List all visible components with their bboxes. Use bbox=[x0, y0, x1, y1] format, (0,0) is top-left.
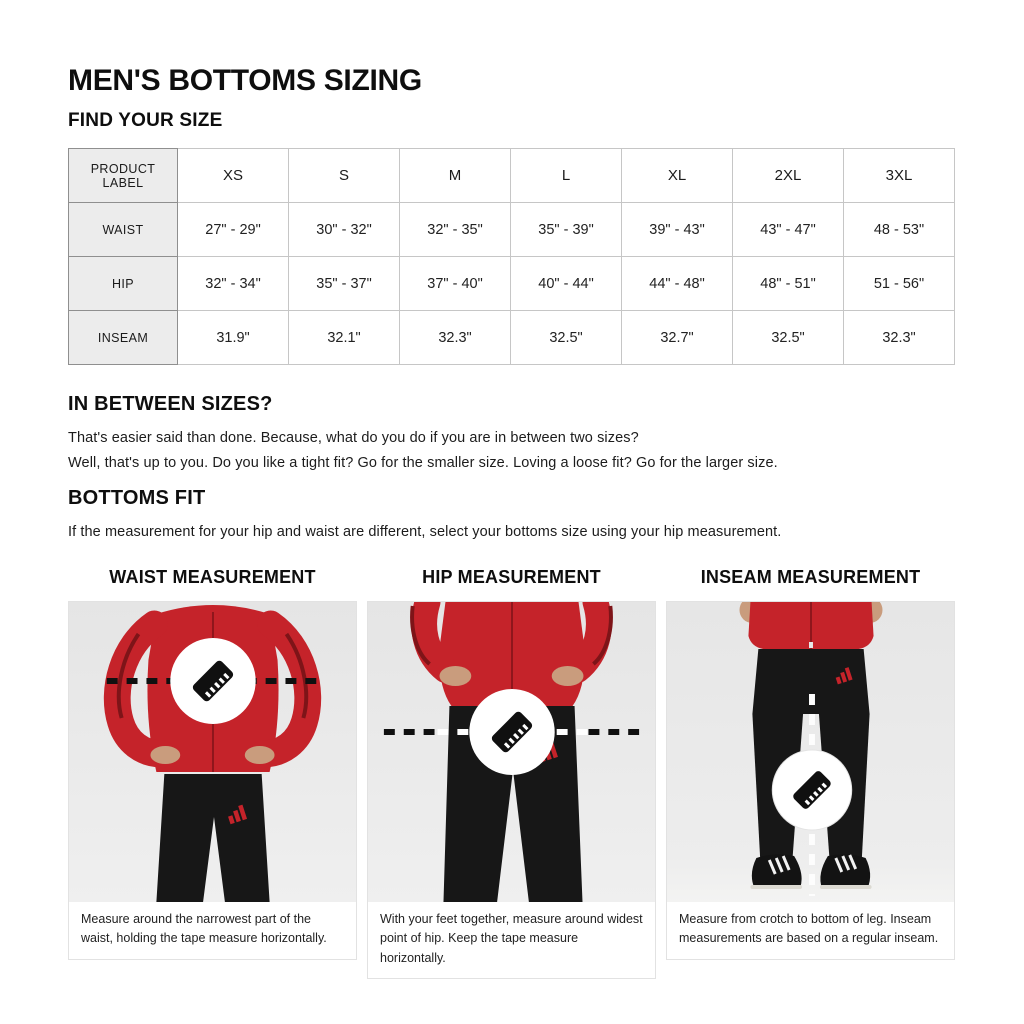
hip-value-l: 40" - 44" bbox=[511, 257, 622, 311]
size-table bbox=[68, 148, 955, 365]
size-col-header-m: M bbox=[400, 149, 511, 203]
inseam-value-l: 32.5" bbox=[511, 311, 622, 365]
hip-value-3xl: 51 - 56" bbox=[844, 257, 955, 311]
inseam-value-s: 32.1" bbox=[289, 311, 400, 365]
row-label-waist: WAIST bbox=[69, 203, 178, 257]
hip-value-m: 37" - 40" bbox=[400, 257, 511, 311]
row-label-hip: HIP bbox=[69, 257, 178, 311]
hip-measurement-photo bbox=[368, 602, 655, 902]
hip-value-2xl: 48" - 51" bbox=[733, 257, 844, 311]
inseam-value-xl: 32.7" bbox=[622, 311, 733, 365]
measurement-guides bbox=[68, 567, 955, 979]
waist-value-m: 32" - 35" bbox=[400, 203, 511, 257]
guide-heading-hip: HIP MEASUREMENT bbox=[422, 567, 601, 587]
guide-heading-waist: WAIST MEASUREMENT bbox=[109, 567, 316, 587]
guide-hip bbox=[367, 567, 656, 979]
guide-panel-hip bbox=[367, 601, 656, 979]
table-row-inseam bbox=[69, 311, 955, 365]
guide-waist bbox=[68, 567, 357, 979]
waist-value-2xl: 43" - 47" bbox=[733, 203, 844, 257]
guide-heading-inseam: INSEAM MEASUREMENT bbox=[700, 567, 921, 587]
left-shoe bbox=[750, 854, 802, 889]
in-between-paragraph-2: Well, that's up to you. Do you like a tight fit? Go for the smaller size. Loving a loose fit? Go for the larger size. bbox=[68, 455, 778, 471]
table-row-header bbox=[69, 149, 955, 203]
inseam-value-m: 32.3" bbox=[400, 311, 511, 365]
section-heading-find-your-size: FIND YOUR SIZE bbox=[68, 110, 223, 131]
hip-value-xl: 44" - 48" bbox=[622, 257, 733, 311]
size-col-header-l: L bbox=[511, 149, 622, 203]
guide-caption-hip: With your feet together, measure around widest point of hip. Keep the tape measure horizontally. bbox=[368, 902, 655, 978]
guide-panel-waist bbox=[68, 601, 357, 960]
waist-measurement-photo bbox=[69, 602, 356, 902]
page-title: MEN'S BOTTOMS SIZING bbox=[68, 64, 422, 97]
inseam-measurement-photo bbox=[667, 602, 954, 902]
inseam-value-2xl: 32.5" bbox=[733, 311, 844, 365]
size-col-header-xs: XS bbox=[178, 149, 289, 203]
inseam-value-3xl: 32.3" bbox=[844, 311, 955, 365]
guide-caption-waist: Measure around the narrowest part of the waist, holding the tape measure horizontally. bbox=[69, 902, 356, 959]
table-corner-label: PRODUCT LABEL bbox=[69, 149, 178, 203]
waist-value-s: 30" - 32" bbox=[289, 203, 400, 257]
bottoms-fit-paragraph: If the measurement for your hip and waist are different, select your bottoms size using your hip measurement. bbox=[68, 524, 782, 540]
guide-caption-inseam: Measure from crotch to bottom of leg. Inseam measurements are based on a regular inseam. bbox=[667, 902, 954, 959]
waist-value-3xl: 48 - 53" bbox=[844, 203, 955, 257]
table-row-hip bbox=[69, 257, 955, 311]
size-col-header-2xl: 2XL bbox=[733, 149, 844, 203]
size-col-header-s: S bbox=[289, 149, 400, 203]
section-heading-in-between-sizes: IN BETWEEN SIZES? bbox=[68, 393, 273, 415]
table-row-waist bbox=[69, 203, 955, 257]
guide-inseam bbox=[666, 567, 955, 979]
size-col-header-3xl: 3XL bbox=[844, 149, 955, 203]
waist-value-l: 35" - 39" bbox=[511, 203, 622, 257]
hip-value-xs: 32" - 34" bbox=[178, 257, 289, 311]
section-heading-bottoms-fit: BOTTOMS FIT bbox=[68, 487, 206, 509]
waist-value-xs: 27" - 29" bbox=[178, 203, 289, 257]
waist-value-xl: 39" - 43" bbox=[622, 203, 733, 257]
size-col-header-xl: XL bbox=[622, 149, 733, 203]
guide-panel-inseam bbox=[666, 601, 955, 960]
hip-value-s: 35" - 37" bbox=[289, 257, 400, 311]
in-between-paragraph-1: That's easier said than done. Because, what do you do if you are in between two sizes? bbox=[68, 430, 639, 446]
right-shoe bbox=[820, 854, 872, 889]
inseam-value-xs: 31.9" bbox=[178, 311, 289, 365]
row-label-inseam: INSEAM bbox=[69, 311, 178, 365]
